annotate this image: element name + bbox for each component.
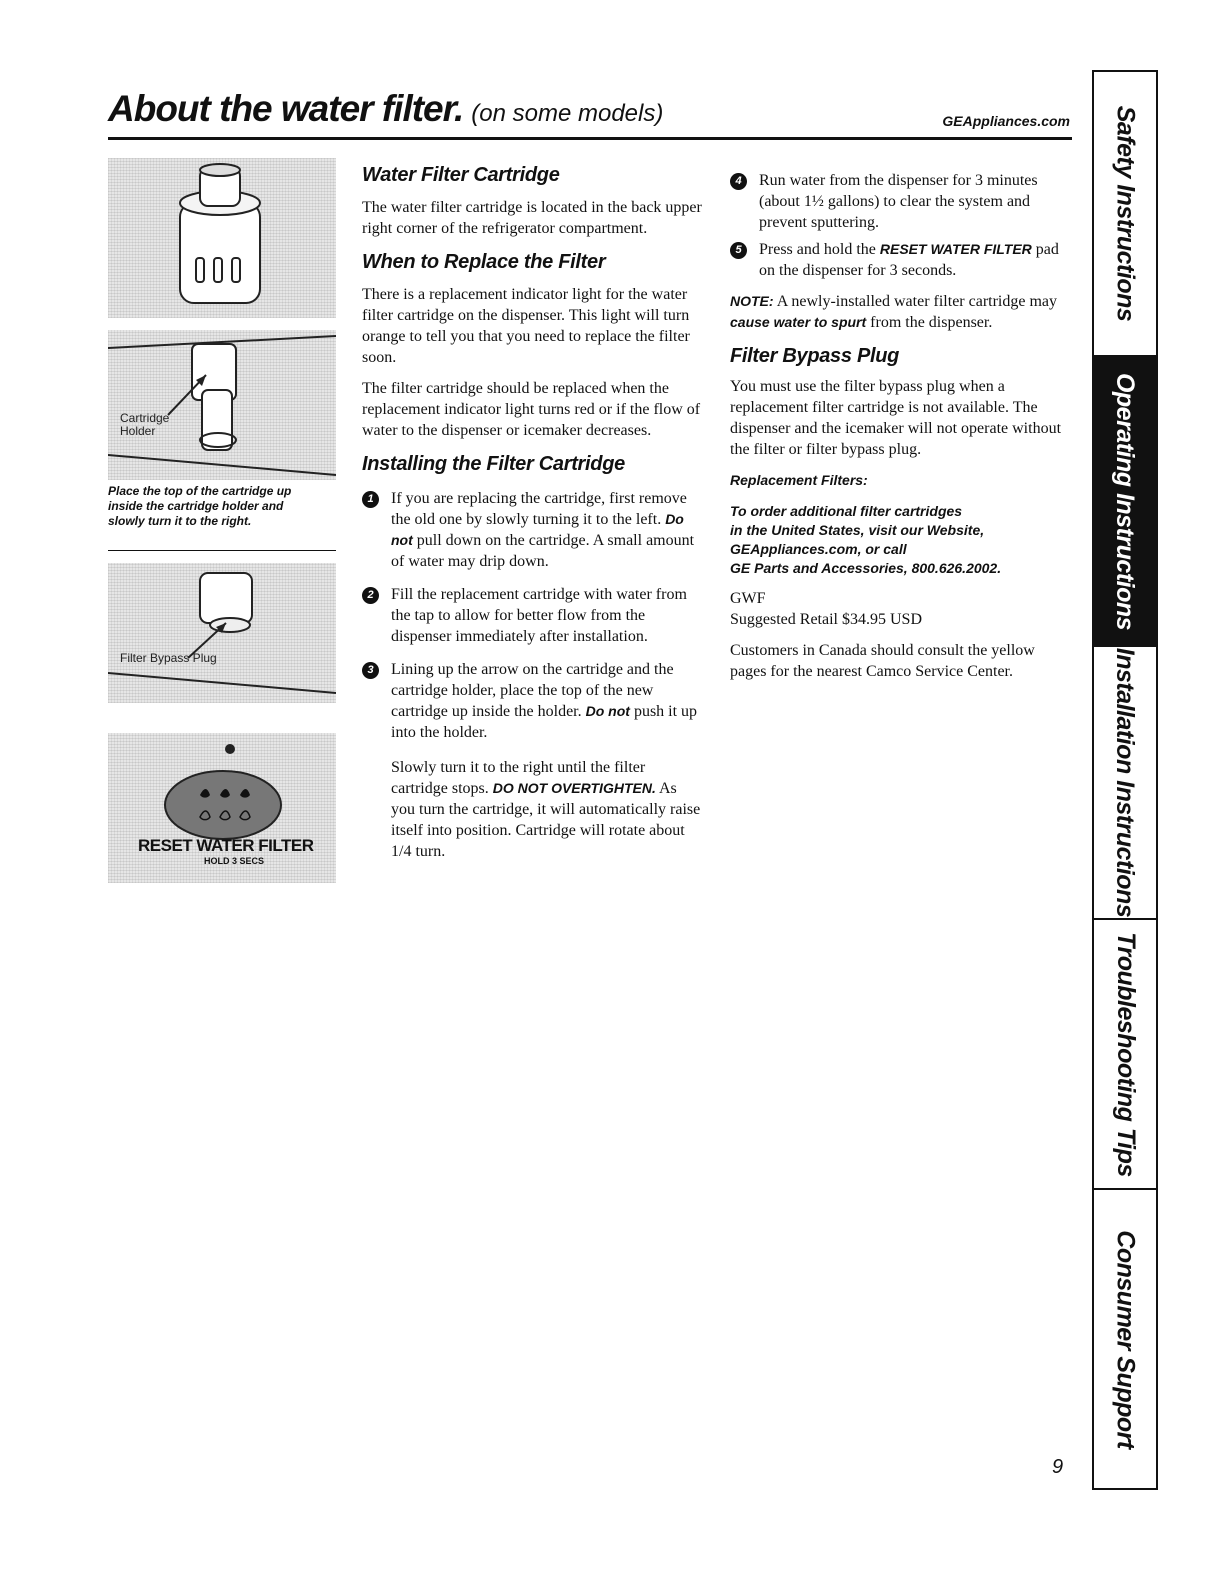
step-number-badge: 2 [362,587,379,604]
heading-filter-bypass-plug: Filter Bypass Plug [730,345,900,367]
step-number-badge: 3 [362,662,379,679]
header-rule [108,137,1072,140]
section-tabs [1092,70,1158,1490]
install-step-1: 1 If you are replacing the cartridge, first remove the old one by slowly turning it to the left. Do not pull down on the cartridge. A small amount of water may drip down. [362,488,702,572]
cartridge-holder-callout: Cartridge Holder [120,411,170,438]
note-water-spurt: NOTE: A newly-installed water filter cartridge may cause water to spurt from the dispenser. [730,293,1058,331]
paragraph-indicator-light: There is a replacement indicator light for the water filter cartridge on the dispenser. This light will turn orange to tell you that you need to replace the filter soon. [362,286,690,366]
figure-bypass-plug [108,563,336,703]
step-number-badge: 5 [730,242,747,259]
heading-replacement-filters: Replacement Filters: [730,472,868,488]
heading-installing-filter: Installing the Filter Cartridge [362,453,625,475]
reset-pad-label: RESET WATER FILTER [138,836,314,855]
install-step-5: 5 Press and hold the RESET WATER FILTER pad on the dispenser for 3 seconds. [730,239,1070,281]
heading-water-filter-cartridge: Water Filter Cartridge [362,164,560,186]
divider [108,550,336,551]
tab-safety-instructions[interactable]: Safety Instructions [1094,72,1156,357]
install-step-3: 3 Lining up the arrow on the cartridge and the cartridge holder, place the top of the new cartridge up inside the holder. Do not push it up into the holder. [362,659,702,743]
step-number-badge: 1 [362,491,379,508]
tab-operating-instructions[interactable]: Operating Instructions [1094,357,1156,647]
step-number-badge: 4 [730,173,747,190]
figure-cartridge [108,158,336,318]
order-phone: GE Parts and Accessories, 800.626.2002. [730,560,1002,576]
paragraph-turn-cartridge: Slowly turn it to the right until the filter cartridge stops. DO NOT OVERTIGHTEN. As you turn the cartridge, it will automatically raise itself into position. Cartridge will rotate about 1/4 turn. [391,759,701,860]
install-step-4: 4 Run water from the dispenser for 3 minutes (about 1½ gallons) to clear the system and prevent sputtering. [730,170,1070,233]
bypass-plug-illustration [108,563,336,703]
heading-when-to-replace: When to Replace the Filter [362,251,606,273]
figure-reset-pad [108,733,336,883]
tab-troubleshooting-tips[interactable]: Troubleshooting Tips [1094,920,1156,1190]
title-subtitle: (on some models) [471,100,664,127]
page-title [108,88,663,130]
filter-model: GWF [730,590,766,607]
cartridge-illustration [108,158,336,318]
figure-caption: Place the top of the cartridge up inside the cartridge holder and slowly turn it to the right. [108,484,292,528]
ordering-info: To order additional filter cartridges in the United States, visit our Website, GEAppliances.com, or call GE Parts and Accessories, 800.626.2002. [730,502,1070,578]
reset-pad-sublabel: HOLD 3 SECS [204,856,265,866]
tab-consumer-support[interactable]: Consumer Support [1111,1229,1140,1449]
paragraph-replace-when: The filter cartridge should be replaced when the replacement indicator light turns red or if the flow of water to the dispenser or icemaker decreases. [362,380,701,439]
holder-illustration [108,330,336,480]
website-link[interactable]: GEAppliances.com [942,113,1070,129]
install-step-2: 2 Fill the replacement cartridge with water from the tap to allow for better flow from the dispenser immediately after installation. [362,584,702,647]
bypass-plug-callout: Filter Bypass Plug [120,651,217,665]
filter-price: Suggested Retail $34.95 USD [730,611,922,628]
paragraph-bypass-plug: You must use the filter bypass plug when a replacement filter cartridge is not available. The dispenser and the icemaker will not operate without the filter or filter bypass plug. [730,378,1062,458]
figure-cartridge-holder [108,330,336,480]
paragraph-canada: Customers in Canada should consult the yellow pages for the nearest Camco Service Center. [730,642,1035,680]
page-number: 9 [1052,1456,1064,1478]
title-main: About the water filter. [108,88,464,129]
tab-installation-instructions[interactable]: Installation Instructions [1094,647,1156,920]
column-left [362,164,702,862]
column-right [730,170,1070,682]
paragraph-cartridge-location: The water filter cartridge is located in the back upper right corner of the refrigerator compartment. [362,199,702,237]
order-website-link[interactable]: GEAppliances.com, or call [730,541,907,557]
